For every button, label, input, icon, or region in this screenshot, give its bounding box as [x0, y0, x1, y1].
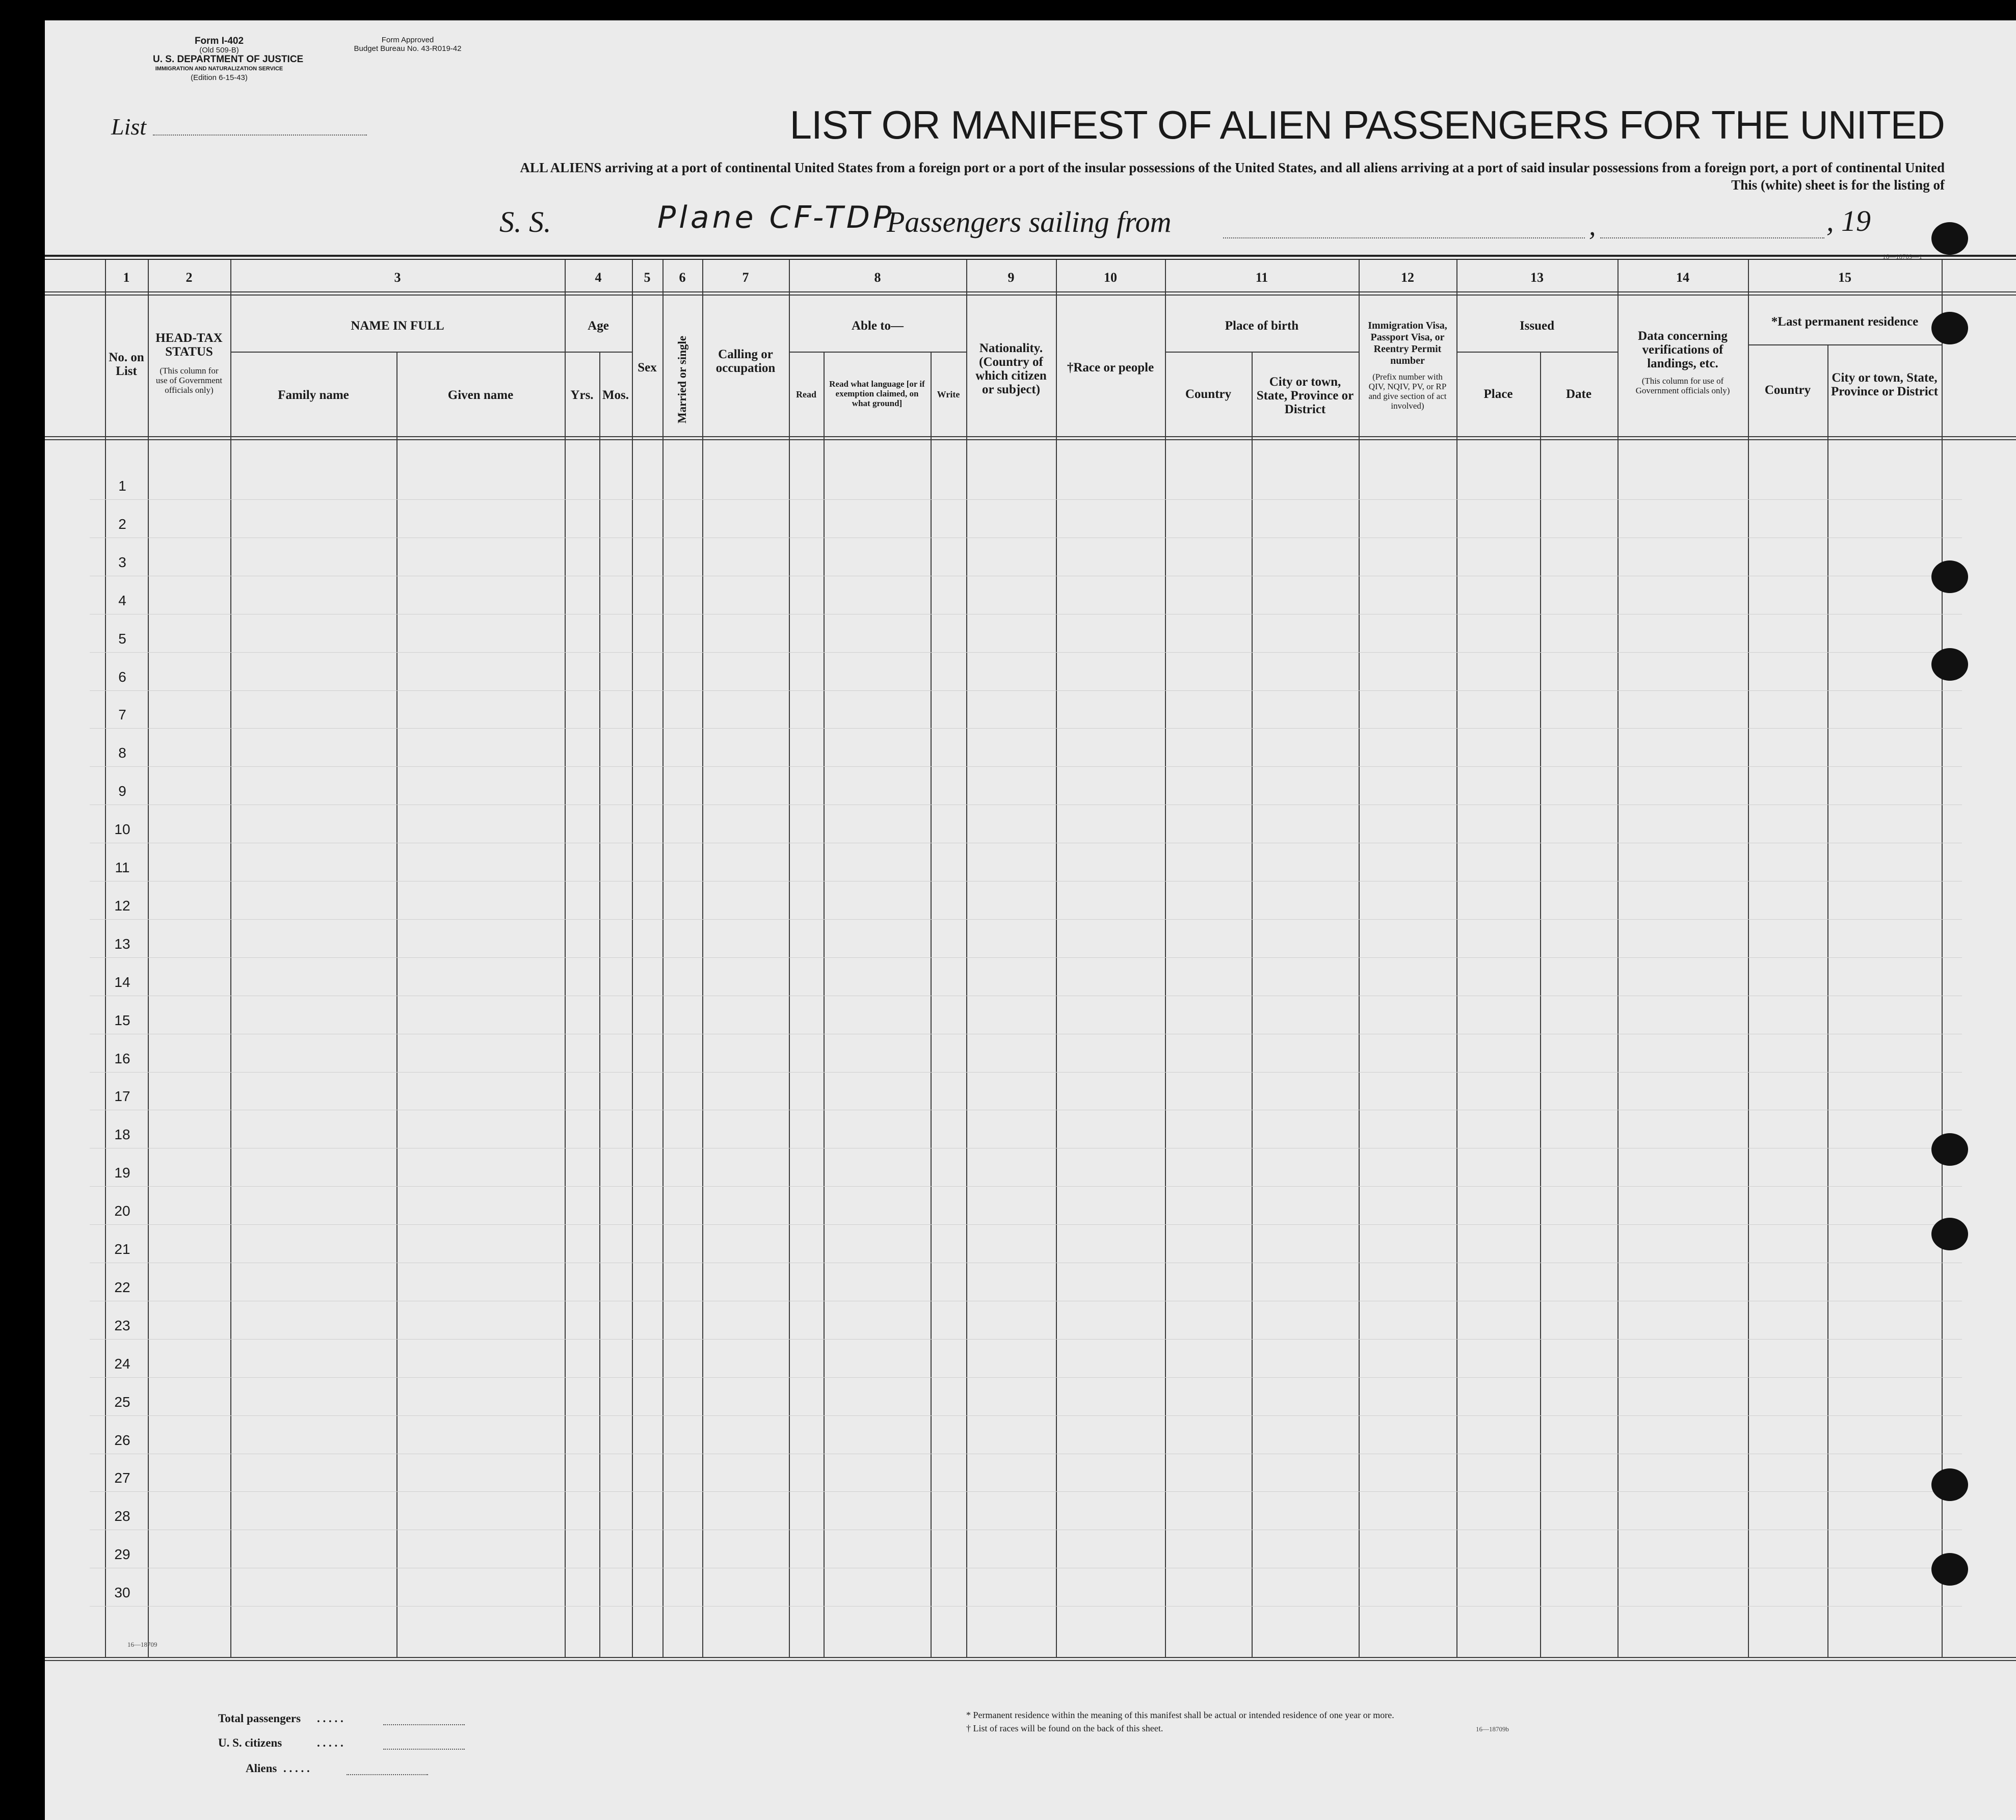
row-number: 26	[114, 1432, 130, 1448]
row-rule	[90, 1491, 1962, 1492]
header-birth-country: Country	[1185, 387, 1232, 401]
col-number-7: 7	[742, 270, 749, 285]
form-identification	[153, 36, 304, 83]
header-issued: Issued	[1519, 319, 1555, 333]
table-line-header-bottom-2	[45, 439, 2016, 440]
citizens-dots: . . . . .	[317, 1736, 343, 1749]
line-last-residence	[1748, 344, 1942, 345]
col-number-12: 12	[1401, 270, 1414, 285]
row-rule	[90, 690, 1962, 691]
row-number: 8	[118, 745, 126, 761]
col-divider-5	[632, 260, 633, 1657]
header-age-months: Mos.	[602, 388, 629, 402]
row-number: 9	[118, 783, 126, 799]
header-head-tax: HEAD-TAX STATUS	[155, 331, 223, 359]
row-number: 30	[114, 1585, 130, 1600]
line-able-to	[789, 352, 966, 353]
department-name: U. S. DEPARTMENT OF JUSTICE	[153, 54, 304, 65]
row-rule	[90, 499, 1962, 500]
header-name-in-full: NAME IN FULL	[351, 319, 444, 333]
row-rule	[90, 957, 1962, 958]
total-passengers-label: Total passengers	[218, 1712, 301, 1725]
header-write: Write	[937, 389, 960, 399]
row-rule	[90, 728, 1962, 729]
punch-hole	[1931, 560, 1968, 593]
table-line-bottom-2	[45, 1660, 2016, 1661]
punch-hole	[1931, 1218, 1968, 1250]
header-no-on-list: No. on List	[109, 351, 144, 378]
header-visa: Immigration Visa, Passport Visa, or Reentry Permit number	[1368, 320, 1447, 366]
col-divider-7	[702, 260, 703, 1657]
vessel-prefix: S. S.	[499, 205, 551, 238]
col-divider-14	[1617, 260, 1619, 1657]
service-name: IMMIGRATION AND NATURALIZATION SERVICE	[155, 66, 283, 72]
budget-approval	[326, 36, 489, 53]
us-citizens-field[interactable]	[383, 1749, 465, 1750]
table-line-header-bottom	[45, 436, 2016, 437]
row-number: 5	[118, 631, 126, 647]
col-divider-13	[1456, 260, 1457, 1657]
line-age	[565, 352, 632, 353]
header-head-tax-note: (This column for use of Government officials only)	[155, 366, 223, 395]
col-divider-6	[662, 260, 664, 1657]
punch-hole	[1931, 648, 1968, 681]
row-number: 12	[114, 898, 130, 914]
punch-hole	[1931, 1468, 1968, 1501]
row-number: 4	[118, 593, 126, 608]
row-number: 6	[118, 669, 126, 685]
col-divider-11	[1165, 260, 1166, 1657]
col-number-13: 13	[1530, 270, 1544, 285]
row-number: 18	[114, 1127, 130, 1142]
sailing-comma: ,	[1589, 210, 1596, 241]
sailing-from-label: Passengers sailing from	[887, 205, 1172, 238]
row-number: 2	[118, 516, 126, 532]
header-nationality: Nationality. (Country of which citizen or subject)	[975, 341, 1047, 396]
row-rule	[90, 1339, 1962, 1340]
col-number-6: 6	[679, 270, 686, 285]
row-number: 17	[114, 1088, 130, 1104]
col-divider-8b	[931, 352, 932, 1657]
col-number-8: 8	[874, 270, 881, 285]
col-divider-15a	[1827, 344, 1828, 1657]
col-number-4: 4	[595, 270, 602, 285]
footnote-races: † List of races will be found on the back of this sheet.	[966, 1723, 1163, 1733]
header-visa-note: (Prefix number with QIV, NQIV, PV, or RP and give section of act involved)	[1368, 372, 1447, 411]
col-number-14: 14	[1676, 270, 1689, 285]
header-rule-top	[45, 255, 2016, 257]
header-birth-city: City or town, State, Province or District	[1256, 375, 1354, 416]
row-number: 3	[118, 554, 126, 570]
footnote-code: 16—18709b	[1476, 1725, 1509, 1733]
col-divider-12	[1359, 260, 1360, 1657]
form-approved-label: Form Approved	[381, 36, 434, 44]
row-rule	[90, 1224, 1962, 1225]
list-label: List	[111, 114, 147, 140]
header-issued-date: Date	[1566, 387, 1591, 401]
header-age: Age	[588, 319, 609, 333]
col-divider-8a	[824, 352, 825, 1657]
col-number-15: 15	[1838, 270, 1851, 285]
row-number: 28	[114, 1508, 130, 1524]
row-number: 1	[118, 478, 126, 494]
header-residence-country: Country	[1764, 383, 1811, 397]
row-number: 13	[114, 936, 130, 952]
header-race: †Race or people	[1067, 361, 1154, 374]
header-age-years: Yrs.	[570, 388, 594, 402]
row-number: 11	[115, 860, 130, 875]
punch-hole	[1931, 222, 1968, 255]
us-citizens-label: U. S. citizens	[218, 1736, 282, 1749]
row-number: 29	[114, 1546, 130, 1562]
header-residence-city: City or town, State, Province or District	[1831, 371, 1939, 398]
col-number-1: 1	[123, 270, 130, 285]
line-place-of-birth	[1165, 352, 1359, 353]
row-number: 23	[114, 1318, 130, 1333]
aliens-dots: . . . . .	[283, 1762, 310, 1775]
header-calling: Calling or occupation	[715, 347, 776, 375]
header-data-concerning: Data concerning verifications of landings, etc.	[1638, 329, 1728, 370]
col-number-9: 9	[1007, 270, 1015, 285]
col-number-11: 11	[1255, 270, 1268, 285]
header-last-residence: *Last permanent residence	[1771, 315, 1919, 329]
header-given-name: Given name	[447, 388, 514, 402]
row-number: 7	[118, 707, 126, 722]
header-sex: Sex	[638, 361, 657, 374]
sailing-from-field[interactable]	[1223, 237, 1585, 238]
header-place-of-birth: Place of birth	[1225, 319, 1299, 333]
header-issued-place: Place	[1483, 387, 1513, 401]
col-divider-8	[789, 260, 790, 1657]
row-number: 20	[114, 1203, 130, 1219]
punch-hole	[1931, 1553, 1968, 1586]
row-rule	[90, 1186, 1962, 1187]
form-number: Form I-402	[194, 36, 244, 46]
col-number-2: 2	[185, 270, 193, 285]
total-dots: . . . . .	[317, 1712, 343, 1725]
row-number: 21	[114, 1241, 130, 1257]
row-number: 10	[114, 821, 130, 837]
form-old-number: (Old 509-B)	[199, 46, 239, 55]
row-rule	[90, 766, 1962, 767]
list-number-field[interactable]	[153, 135, 367, 136]
col-divider-3a	[396, 352, 397, 1657]
header-able-to: Able to—	[851, 319, 904, 333]
col-divider-4	[565, 260, 566, 1657]
row-number: 15	[114, 1012, 130, 1028]
row-rule	[90, 1606, 1962, 1607]
row-number: 24	[114, 1356, 130, 1372]
print-code-bottom: 16—18709	[127, 1641, 157, 1648]
aliens-label: Aliens	[246, 1762, 277, 1775]
vessel-handwritten-name[interactable]: Plane CF-TDP	[657, 200, 895, 235]
punch-hole	[1931, 312, 1968, 344]
header-data-note: (This column for use of Government officials only)	[1635, 376, 1730, 395]
row-rule	[90, 1072, 1962, 1073]
line-issued	[1456, 352, 1617, 353]
year-prefix: , 19	[1826, 204, 1871, 237]
header-rule-bottom	[45, 259, 2016, 260]
row-number: 19	[114, 1165, 130, 1181]
row-rule	[90, 1377, 1962, 1378]
form-edition: (Edition 6-15-43)	[191, 73, 248, 82]
row-rule	[90, 1415, 1962, 1416]
col-divider-9	[966, 260, 967, 1657]
manifest-subtitle-2: This (white) sheet is for the listing of	[1731, 177, 1945, 193]
row-number: 27	[114, 1470, 130, 1486]
col-divider-13a	[1540, 352, 1541, 1657]
manifest-title: LIST OR MANIFEST OF ALIEN PASSENGERS FOR THE UNITED	[789, 102, 1945, 147]
punch-hole	[1931, 1133, 1968, 1166]
table-line-bottom	[45, 1657, 2016, 1658]
table-line-colnums-2	[45, 295, 2016, 296]
aliens-field[interactable]	[347, 1774, 428, 1775]
line-name-in-full	[230, 352, 565, 353]
manifest-subtitle-1: ALL ALIENS arriving at a port of continental United States from a foreign port or a port of the insular possessions of the United States, and all aliens arriving at a port of said insular possessions from a foreign port, a port of continental United	[520, 160, 1945, 175]
col-divider-16	[1942, 260, 1943, 1657]
col-divider-15	[1748, 260, 1749, 1657]
row-rule	[90, 919, 1962, 920]
col-divider-3	[230, 260, 231, 1657]
header-read: Read	[796, 389, 816, 399]
header-read-language: Read what language [or if exemption claimed, on what ground]	[829, 379, 925, 408]
table-line-colnums	[45, 291, 2016, 292]
row-number: 16	[114, 1051, 130, 1066]
manifest-sheet	[45, 20, 2016, 1820]
sailing-date-field[interactable]	[1600, 237, 1824, 238]
col-number-3: 3	[394, 270, 401, 285]
col-number-5: 5	[644, 270, 651, 285]
col-divider-11a	[1252, 352, 1253, 1657]
col-divider-4a	[599, 352, 600, 1657]
row-number: 22	[114, 1279, 130, 1295]
footnote-residence: * Permanent residence within the meaning of this manifest shall be actual or intended residence of one year or more.	[966, 1710, 1394, 1720]
total-passengers-field[interactable]	[383, 1724, 465, 1725]
row-number: 14	[114, 974, 130, 990]
col-divider-2	[148, 260, 149, 1657]
row-number: 25	[114, 1394, 130, 1410]
header-family-name: Family name	[278, 388, 349, 402]
budget-bureau-number: Budget Bureau No. 43-R019-42	[354, 44, 462, 53]
row-rule	[90, 652, 1962, 653]
header-married-single: Married or single	[676, 335, 688, 424]
col-divider-10	[1056, 260, 1057, 1657]
col-number-10: 10	[1104, 270, 1117, 285]
